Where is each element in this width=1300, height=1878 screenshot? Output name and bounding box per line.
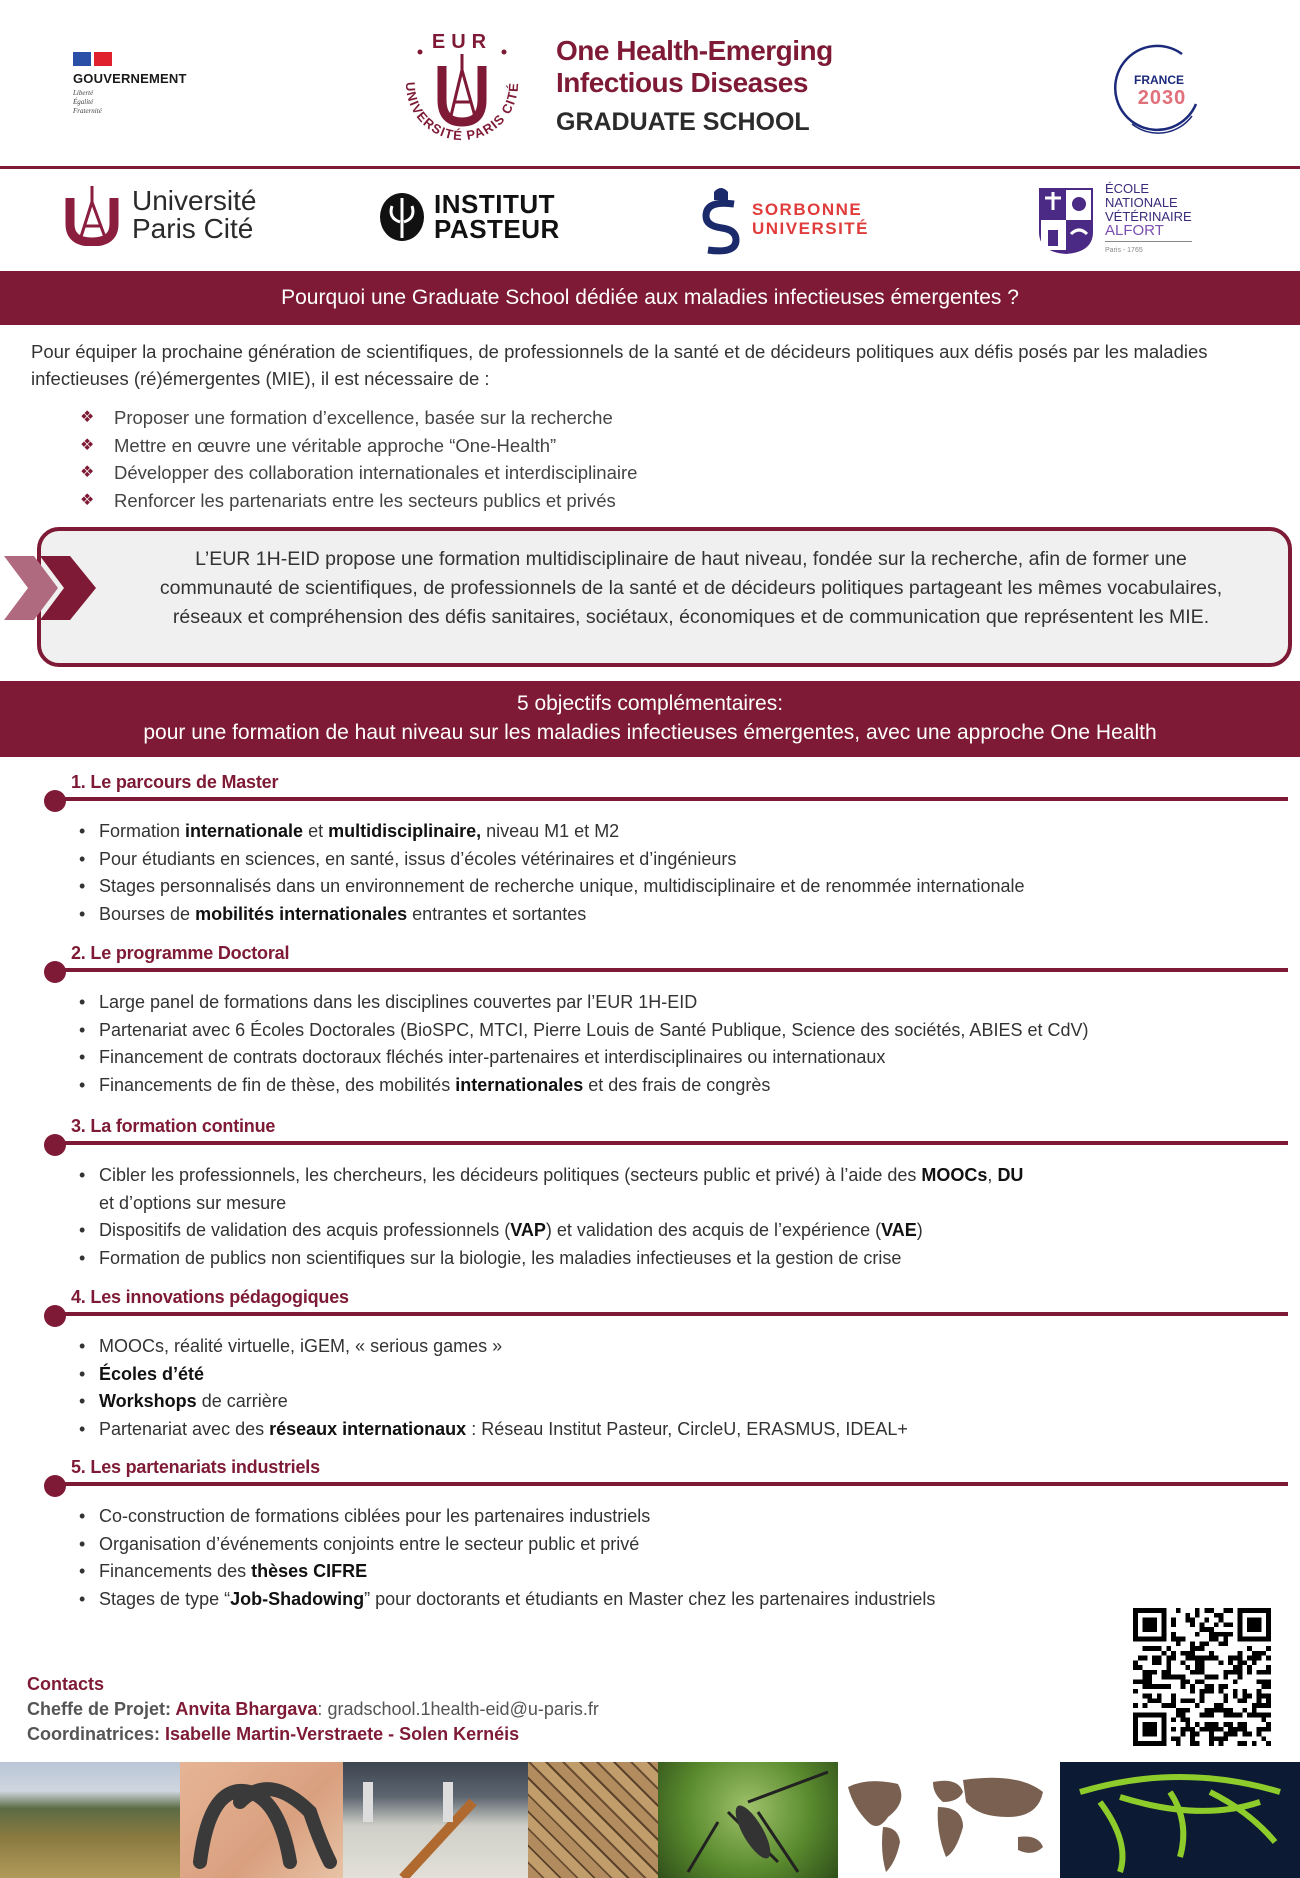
government-name: GOUVERNEMENT — [73, 71, 187, 86]
section-title: 4. Les innovations pédagogiques — [71, 1287, 349, 1307]
marianne-flag-icon — [73, 52, 187, 66]
objective-item: • Stages de type “Job-Shadowing” pour doctorants et étudiants en Master chez les partenaires industriels — [79, 1586, 1300, 1614]
objective-item: • Bourses de mobilités internationales entrantes et sortantes — [79, 901, 1300, 929]
eur-seal-top-text: EUR — [431, 31, 493, 53]
objective-section-industry — [0, 1455, 1300, 1613]
section-dot-icon — [44, 961, 66, 983]
partner-institut-pasteur — [378, 189, 560, 244]
diamond-bullet-icon: ❖ — [80, 464, 95, 481]
partner-enva-line4: ALFORT — [1105, 222, 1164, 239]
partner-enva — [1035, 182, 1192, 258]
contact-coordinators: Coordinatrices: Isabelle Martin-Verstraete - Solen Kernéis — [27, 1724, 520, 1744]
photo-drought — [528, 1762, 658, 1878]
section-divider — [56, 1482, 1288, 1486]
objective-item: • Organisation d’événements conjoints entre le secteur public et privé — [79, 1531, 1300, 1559]
title-line-3: GRADUATE SCHOOL — [556, 108, 810, 136]
eur-seal-logo — [392, 22, 532, 157]
objective-section-doctoral — [0, 941, 1300, 1099]
diamond-bullet-icon: ❖ — [80, 491, 95, 509]
objective-section-master — [0, 770, 1300, 928]
section-items — [79, 1162, 1300, 1272]
sorbonne-logo-icon — [700, 182, 742, 256]
diamond-bullet-icon: ❖ — [80, 409, 95, 426]
why-intro: Pour équiper la prochaine génération de scientifiques, de professionnels de la santé et de décideurs politiques aux défis posés par les maladies infectieuses (ré)émergentes (MIE), il est nécessaire de : — [31, 341, 1208, 389]
objectives-banner-line2: pour une formation de haut niveau sur les maladies infectieuses émergentes, avec une approche One Health — [143, 721, 1157, 744]
objective-item: • MOOCs, réalité virtuelle, iGEM, « serious games » — [79, 1333, 1300, 1361]
objective-item: • Financements des thèses CIFRE — [79, 1558, 1300, 1586]
pasteur-logo-icon — [378, 192, 426, 242]
objective-item: • Stages personnalisés dans un environnement de recherche unique, multidisciplinaire et de renommée internationale — [79, 873, 1300, 901]
upc-logo-icon — [64, 184, 120, 246]
section-dot-icon — [44, 1305, 66, 1327]
objectives-banner — [0, 681, 1300, 757]
eur-title — [556, 35, 833, 137]
section-divider — [56, 1141, 1288, 1145]
partner-upc-line2: Paris Cité — [132, 213, 254, 244]
objective-item: • Formation de publics non scientifiques sur la biologie, les maladies infectieuses et la gestion de crise — [79, 1245, 1300, 1273]
qr-code[interactable] — [1133, 1608, 1271, 1746]
france-2030-word: FRANCE — [1134, 73, 1184, 87]
partner-universite-paris-cite — [64, 184, 256, 246]
partner-sorbonne-line1: SORBONNE — [752, 200, 863, 219]
why-bullet: ❖ Proposer une formation d’excellence, basée sur la recherche — [80, 404, 637, 432]
why-bullet: ❖ Mettre en œuvre une véritable approche “One-Health” — [80, 432, 637, 460]
eiffel-u-icon — [442, 54, 482, 122]
chevron-arrows-icon — [0, 552, 100, 624]
objective-section-innovations — [0, 1285, 1300, 1443]
partner-upc-line1: Université — [132, 185, 257, 216]
objective-item: • Cibler les professionnels, les chercheurs, les décideurs politiques (secteurs public et privé) à l’aide des MOOCs, DU et d’options sur mesure — [79, 1162, 1300, 1217]
project-lead-name: Anvita Bhargava — [175, 1699, 318, 1719]
objective-item: • Formation internationale et multidisciplinaire, niveau M1 et M2 — [79, 818, 1300, 846]
objective-item: • Co-construction de formations ciblées pour les partenaires industriels — [79, 1503, 1300, 1531]
coordinator-names: Isabelle Martin-Verstraete - Solen Kernéis — [165, 1724, 520, 1744]
photo-strip — [0, 1762, 1300, 1878]
section-title: 2. Le programme Doctoral — [71, 943, 290, 963]
contact-project-lead: Cheffe de Projet: Anvita Bhargava: gradschool.1health-eid@u-paris.fr — [27, 1699, 599, 1719]
title-line-2: Infectious Diseases — [556, 67, 808, 98]
why-bullet: ❖ Développer des collaboration internationales et interdisciplinaire — [80, 459, 637, 487]
partner-sorbonne-line2: UNIVERSITÉ — [752, 219, 870, 238]
objective-item: • Financements de fin de thèse, des mobilités internationales et des frais de congrès — [79, 1072, 1300, 1100]
section-divider — [56, 1312, 1288, 1316]
photo-deforestation — [0, 1762, 180, 1878]
header-divider — [0, 166, 1300, 169]
objective-item: • Pour étudiants en sciences, en santé, issus d’écoles vétérinaires et d’ingénieurs — [79, 846, 1300, 874]
why-banner: Pourquoi une Graduate School dédiée aux maladies infectieuses émergentes ? — [0, 271, 1300, 325]
contacts-heading: Contacts — [27, 1674, 105, 1694]
photo-world-map — [838, 1762, 1060, 1878]
partner-enva-line2: NATIONALE — [1105, 195, 1178, 210]
partner-pasteur-line1: INSTITUT — [434, 189, 555, 219]
section-items — [79, 1503, 1300, 1613]
svg-text:UNIVERSITÉ PARIS CITÉ — [403, 82, 521, 144]
partner-logos — [0, 170, 1300, 268]
header — [0, 0, 1300, 166]
section-items — [79, 818, 1300, 928]
section-dot-icon — [44, 1134, 66, 1156]
government-motto: Liberté Égalité Fraternité — [73, 89, 102, 115]
photo-poultry-farm — [343, 1762, 528, 1878]
diamond-bullet-icon: ❖ — [80, 436, 95, 454]
partner-enva-line5: Paris - 1765 — [1105, 241, 1192, 258]
photo-mosquito — [658, 1762, 838, 1878]
section-title: 5. Les partenariats industriels — [71, 1457, 320, 1477]
section-items — [79, 1333, 1300, 1443]
objective-item: • Écoles d’été — [79, 1361, 1300, 1389]
enva-shield-icon — [1035, 184, 1097, 256]
section-divider — [56, 797, 1288, 801]
partner-enva-line3: VÉTÉRINAIRE — [1105, 209, 1192, 224]
france-2030-year: 2030 — [1137, 87, 1187, 109]
photo-flight-network — [1060, 1762, 1300, 1878]
title-line-1: One Health-Emerging — [556, 35, 833, 66]
objective-item: • Partenariat avec des réseaux internationaux : Réseau Institut Pasteur, CircleU, ERASMUS, IDEAL+ — [79, 1416, 1300, 1444]
photo-monkeys — [180, 1762, 343, 1878]
contacts — [27, 1672, 599, 1747]
section-divider — [56, 968, 1288, 972]
partner-pasteur-line2: PASTEUR — [434, 214, 560, 244]
why-bullets — [80, 404, 637, 514]
section-items — [79, 989, 1300, 1099]
contact-email-link[interactable]: gradschool.1health-eid@u-paris.fr — [327, 1699, 599, 1719]
objective-item: • Partenariat avec 6 Écoles Doctorales (BioSPC, MTCI, Pierre Louis de Santé Publique, Science des sociétés, ABIES et CdV) — [79, 1017, 1300, 1045]
objectives-banner-line1: 5 objectifs complémentaires: — [516, 692, 784, 715]
section-dot-icon — [44, 1475, 66, 1497]
why-bullet: ❖ Renforcer les partenariats entre les secteurs publics et privés — [80, 487, 637, 515]
mission-quote-text: L’EUR 1H-EID propose une formation multidisciplinaire de haut niveau, fondée sur la recherche, afin de former une communauté de scientifiques, de professionnels de la santé et de décideurs politiques partageant les mêmes vocabulaires, réseaux et compréhension des défis sanitaires, sociétaux, économiques et de communication que représentent les MIE. — [159, 548, 1223, 628]
objective-item: • Workshops de carrière — [79, 1388, 1300, 1416]
section-title: 3. La formation continue — [71, 1116, 276, 1136]
section-dot-icon — [44, 790, 66, 812]
partner-enva-line1: ÉCOLE — [1105, 181, 1150, 196]
mission-quote-box — [37, 527, 1292, 667]
objective-item: • Financement de contrats doctoraux fléchés inter-partenaires et interdisciplinaires ou internationaux — [79, 1044, 1300, 1072]
objective-item: • Dispositifs de validation des acquis professionnels (VAP) et validation des acquis de l’expérience (VAE) — [79, 1217, 1300, 1245]
objective-item: • Large panel de formations dans les disciplines couvertes par l’EUR 1H-EID — [79, 989, 1300, 1017]
eur-seal-ring-text: UNIVERSITÉ PARIS CITÉ — [402, 81, 522, 144]
france-2030-logo — [1112, 42, 1207, 137]
partner-sorbonne-universite — [700, 182, 869, 256]
government-logo — [73, 52, 187, 116]
objective-section-continuing — [0, 1114, 1300, 1272]
section-title: 1. Le parcours de Master — [71, 772, 279, 792]
